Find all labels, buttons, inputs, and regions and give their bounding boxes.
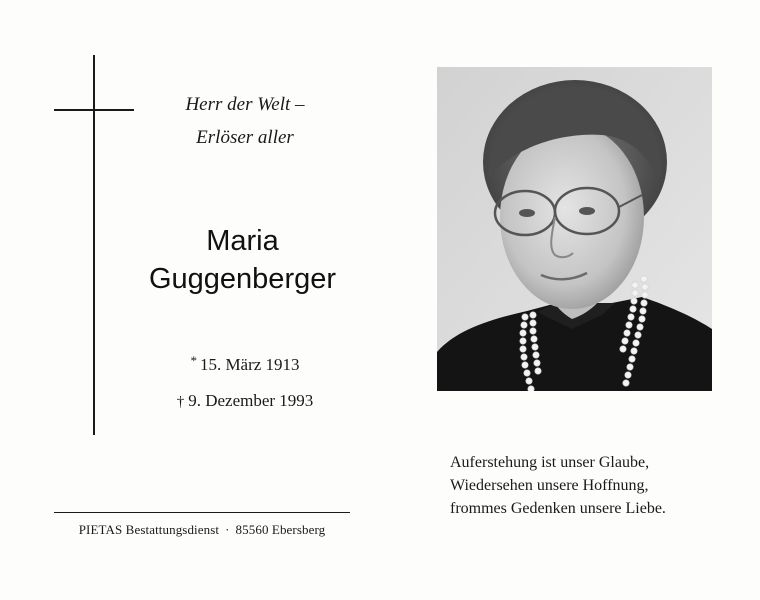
death-date-row — [140, 383, 350, 420]
death-dagger-icon: † — [176, 394, 185, 410]
last-name: Guggenberger — [148, 263, 337, 295]
birth-date: 15. März 1913 — [199, 355, 300, 374]
birth-date-row — [140, 343, 350, 383]
birth-asterisk-icon: * — [190, 353, 197, 368]
portrait-photo — [437, 67, 712, 391]
life-dates — [140, 343, 350, 420]
footer-separator: · — [225, 522, 230, 537]
quote-line-1: Auferstehung ist unser Glaube, — [450, 454, 650, 471]
deceased-name — [110, 222, 375, 298]
verse-line-2: Erlöser aller — [196, 127, 294, 148]
quote — [450, 451, 750, 520]
footer-location: 85560 Ebersberg — [235, 522, 326, 537]
verse-line-1: Herr der Welt – — [185, 94, 305, 115]
quote-line-3: frommes Gedenken unsere Liebe. — [450, 500, 666, 517]
cross-vertical-bar — [93, 55, 95, 435]
footer-company: PIETAS Bestattungsdienst — [78, 522, 220, 537]
quote-line-2: Wiedersehen unsere Hoffnung, — [450, 477, 649, 494]
cross-horizontal-bar — [54, 109, 134, 111]
death-date: 9. Dezember 1993 — [188, 391, 314, 410]
verse — [140, 88, 350, 154]
portrait-image — [437, 67, 712, 391]
footer-divider — [54, 512, 350, 513]
first-name: Maria — [206, 225, 279, 257]
footer — [54, 521, 350, 539]
